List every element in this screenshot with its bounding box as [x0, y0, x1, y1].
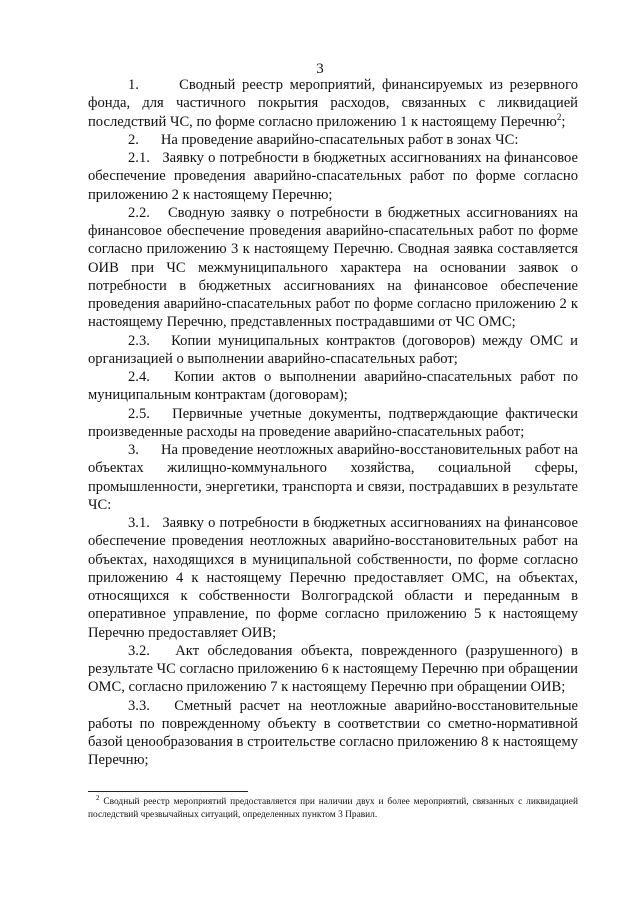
- document-body: [88, 76, 578, 770]
- paragraph-1-text: 1. Сводный реестр мероприятий, финансируемых из резервного фонда, для частичного покрытия расходов, связанных с ликвидацией последствий ЧС, по форме согласно приложению 1 к настоящему Перечню: [88, 77, 578, 130]
- paragraph-3-1: 3.1. Заявку о потребности в бюджетных ассигнованиях на финансовое обеспечение проведения неотложных аварийно-восстановительных работ на объектах, находящихся в муниципальной собственности, по форме согласно приложению 4 к настоящему Перечню предоставляет ОМС, на объектах, относящихся к собственности Волгоградской области и переданным в оперативное управление, по форме согласно приложению 5 к настоящему Перечню предоставляет ОИВ;: [88, 515, 578, 641]
- paragraph-3-3: 3.3. Сметный расчет на неотложные аварийно-восстановительные работы по поврежденному объекту в соответствии со сметно-нормативной базой ценообразования в строительстве согласно приложению 8 к настоящему Перечню;: [88, 697, 578, 769]
- footnote: [88, 793, 578, 822]
- paragraph-2-3: 2.3. Копии муниципальных контрактов (договоров) между ОМС и организацией о выполнении аварийно-спасательных работ;: [88, 332, 578, 367]
- footnote-reference: 2: [556, 111, 562, 122]
- paragraph-2-1: 2.1. Заявку о потребности в бюджетных ассигнованиях на финансовое обеспечение проведения аварийно-спасательных работ по форме согласно приложению 2 к настоящему Перечню;: [88, 150, 578, 203]
- paragraph-2: 2. На проведение аварийно-спасательных работ в зонах ЧС:: [128, 131, 519, 148]
- footnote-text: Сводный реестр мероприятий предоставляется при наличии двух и более мероприятий, связанных с ликвидацией последствий чрезвычайных ситуаций, определенных пунктом 3 Правил.: [88, 797, 578, 820]
- paragraph-2-5: 2.5. Первичные учетные документы, подтверждающие фактически произведенные расходы на проведение аварийно-спасательных работ;: [88, 405, 578, 440]
- paragraph-3: 3. На проведение неотложных аварийно-восстановительных работ на объектах жилищно-коммунального хозяйства, социальной сферы, промышленности, энергетики, транспорта и связи, пострадавших в результате ЧС:: [88, 442, 578, 513]
- footnote-marker: 2: [96, 793, 100, 802]
- footnote-divider: [88, 791, 248, 792]
- paragraph-3-2: 3.2. Акт обследования объекта, поврежденного (разрушенного) в результате ЧС согласно приложению 6 к настоящему Перечню при обращении ОМС, согласно приложению 7 к настоящему Перечню при обращении ОИВ;: [88, 642, 578, 696]
- page-number: 3: [316, 61, 324, 77]
- paragraph-1: [88, 76, 578, 131]
- paragraph-1-tail: ;: [561, 113, 566, 130]
- paragraph-2-4: 2.4. Копии актов о выполнении аварийно-спасательных работ по муниципальным контрактам (договорам);: [88, 369, 578, 404]
- paragraph-2-2: 2.2. Сводную заявку о потребности в бюджетных ассигнованиях на финансовое обеспечение проведения аварийно-спасательных работ по форме согласно приложению 3 к настоящему Перечню. Сводная заявка составляется ОИВ при ЧС межмуниципального характера на основании заявок о потребности в бюджетных ассигнованиях на финансовое обеспечение проведения аварийно-спасательных работ по форме согласно приложению 2 к настоящему Перечню, представленных пострадавшими от ЧС ОМС;: [88, 204, 578, 331]
